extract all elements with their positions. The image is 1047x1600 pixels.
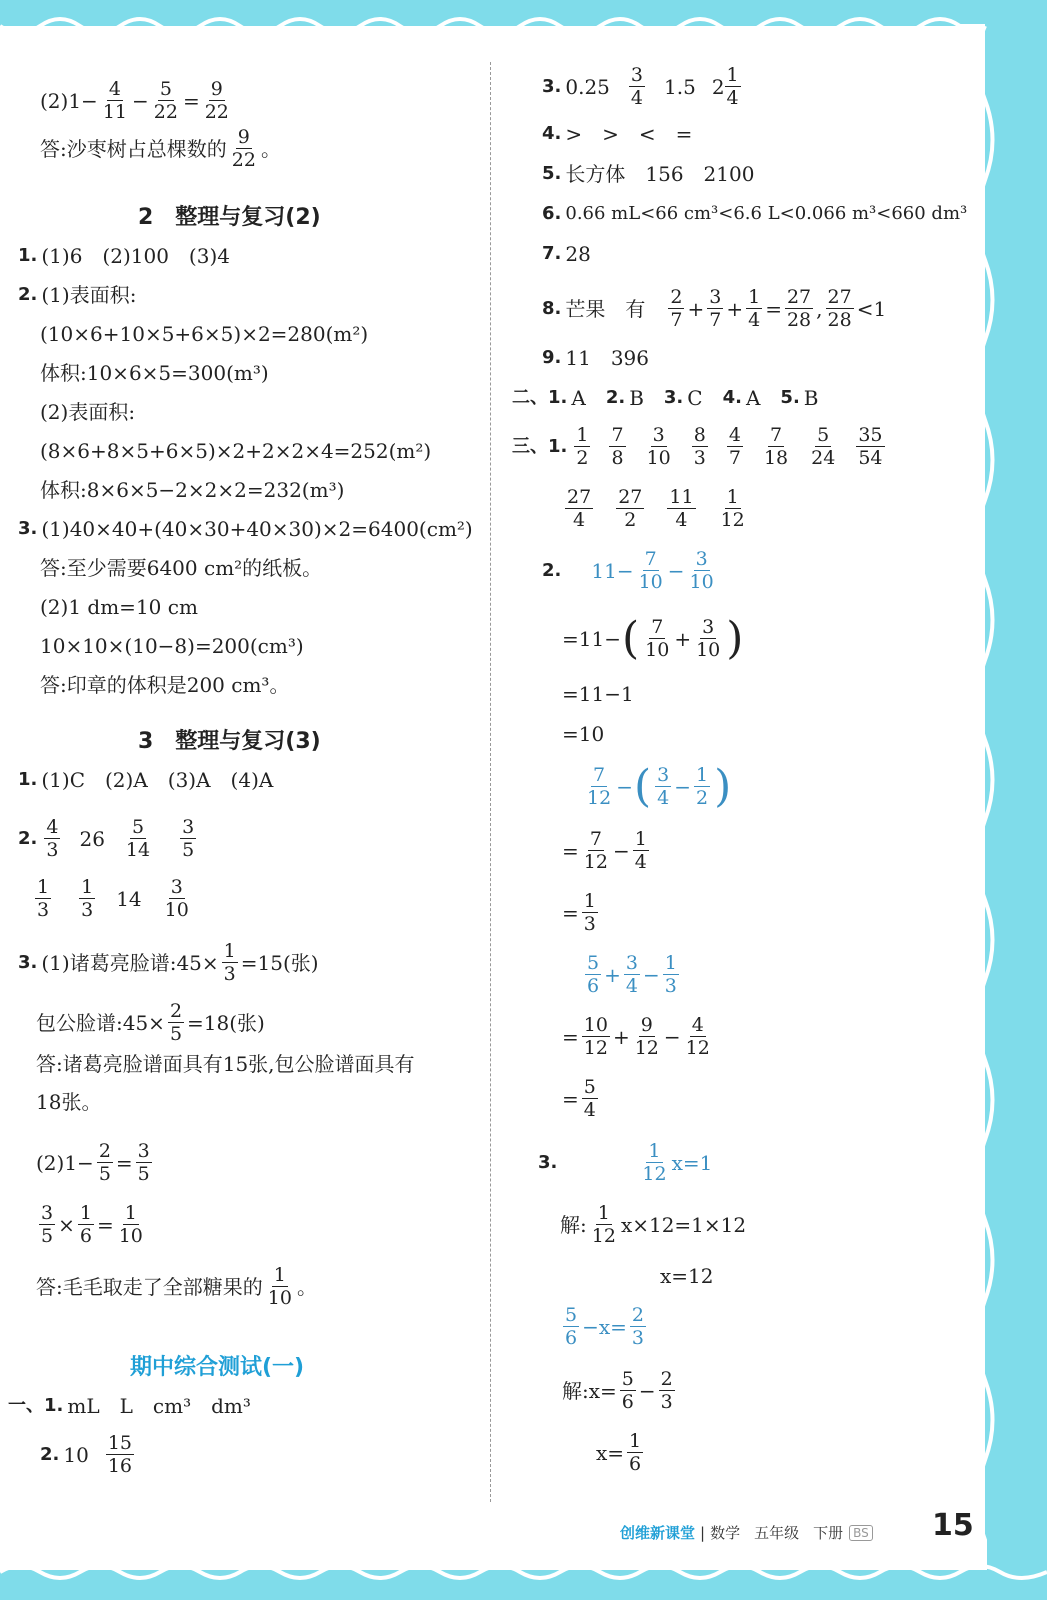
page-number: 15 [932, 1508, 974, 1543]
left-line-14: 答:印章的体积是200 cm³。 [40, 673, 290, 697]
left-line-25: 一、1. mL L cm³ dm³ [8, 1394, 251, 1418]
right-line-17: = $\frac{1}{3}$ [562, 890, 596, 935]
right-line-23: x=12 [660, 1264, 714, 1288]
right-line-9: 三、1. $\frac{1}{2}$ $\frac{7}{8}$ $\frac{3}{10}$ $\frac{8}{3}$ $\frac{4}{7}$ $\frac{7}{18}$ $\frac{5}{24}$ $\frac{35}{54}$ [512, 424, 883, 469]
left-line-24: 答:毛毛取走了全部糖果的 $\frac{1}{10}$ 。 [36, 1264, 317, 1309]
left-line-7: (2)表面积: [40, 400, 136, 424]
footer-grade: 五年级 [754, 1524, 800, 1542]
left-line-16: 2. $\frac{4}{3}$ 26 $\frac{5}{14}$ $\frac{3}{5}$ [18, 816, 195, 861]
left-line-3: 1. (1)6 (2)100 (3)4 [18, 244, 230, 268]
left-line-22: (2)1− $\frac{2}{5}$ = $\frac{3}{5}$ [36, 1140, 150, 1185]
right-line-13: =11−1 [562, 682, 634, 706]
right-line-7: 9. 11 396 [542, 346, 649, 370]
right-line-24: $\frac{5}{6}$ −x= $\frac{2}{3}$ [565, 1304, 644, 1349]
left-line-17: $\frac{1}{3}$ $\frac{1}{3}$ 14 $\frac{3}{10}$ [37, 876, 189, 921]
right-line-21: 3. $\frac{1}{12}$ x=1 [538, 1140, 713, 1185]
right-line-14: =10 [562, 722, 605, 746]
left-line-10: 3. (1)40×40+(40×30+40×30)×2=6400(cm²) [18, 517, 473, 541]
left-line-2: 答:沙枣树占总棵数的 $\frac{9}{22}$ 。 [40, 126, 281, 171]
left-line-13: 10×10×(10−8)=200(cm³) [40, 634, 304, 658]
left-line-8: (8×6+8×5+6×5)×2+2×2×4=252(m²) [40, 439, 432, 463]
left-line-18: 3. (1)诸葛亮脸谱:45× $\frac{1}{3}$ =15(张) [18, 940, 319, 985]
left-line-1: (2)1− $\frac{4}{11}$ − $\frac{5}{22}$ = $\frac{9}{22}$ [40, 78, 229, 123]
left-line-5: (10×6+10×5+6×5)×2=280(m²) [40, 322, 369, 346]
section-heading-2: 2 整理与复习(2) [138, 205, 321, 230]
right-line-4: 6. 0.66 mL<66 cm³<6.6 L<0.066 m³<660 dm³ [542, 203, 968, 224]
right-line-18: $\frac{5}{6}$ + $\frac{3}{4}$ − $\frac{1}{3}$ [587, 952, 677, 997]
left-line-6: 体积:10×6×5=300(m³) [40, 361, 269, 385]
column-divider [490, 62, 491, 1502]
right-line-5: 7. 28 [542, 242, 591, 266]
left-line-19: 包公脸谱:45× $\frac{2}{5}$ =18(张) [36, 1000, 265, 1045]
right-line-22: 解: $\frac{1}{12}$ x×12=1×12 [560, 1202, 747, 1247]
right-line-1: 3. 0.25 $\frac{3}{4}$ 1.5 2 $\frac{1}{4}$ [542, 64, 739, 109]
section-heading-midterm: 期中综合测试(一) [130, 1355, 305, 1380]
right-line-8: 二、1. A 2. B 3. C 4. A 5. B [512, 386, 819, 410]
right-line-26: x= $\frac{1}{6}$ [596, 1430, 642, 1475]
footer-edition: BS [849, 1525, 873, 1541]
left-line-12: (2)1 dm=10 cm [40, 595, 198, 619]
left-line-11: 答:至少需要6400 cm²的纸板。 [40, 556, 323, 580]
watermark: MXQE.COM [850, 1548, 976, 1572]
left-line-20: 答:诸葛亮脸谱面具有15张,包公脸谱面具有 [36, 1052, 415, 1076]
left-line-23: $\frac{3}{5}$ × $\frac{1}{6}$ = $\frac{1}{10}$ [41, 1202, 143, 1247]
section-heading-3: 3 整理与复习(3) [138, 729, 321, 754]
right-line-15: $\frac{7}{12}$ − ( $\frac{3}{4}$ − $\frac{1}{2}$ ) [587, 760, 732, 812]
page-footer: 创维新课堂 | 数学 五年级 下册 BS [620, 1522, 873, 1543]
left-line-15: 1. (1)C (2)A (3)A (4)A [18, 768, 274, 792]
footer-subject: 数学 [710, 1524, 741, 1542]
right-line-10: $\frac{27}{4}$ $\frac{27}{2}$ $\frac{11}{4}$ $\frac{1}{12}$ [567, 486, 745, 531]
right-line-20: = $\frac{5}{4}$ [562, 1076, 596, 1121]
right-line-11: 2. 11− $\frac{7}{10}$ − $\frac{3}{10}$ [542, 548, 714, 593]
left-line-21: 18张。 [36, 1090, 102, 1114]
right-line-12: =11− ( $\frac{7}{10}$ + $\frac{3}{10}$ ) [562, 612, 744, 664]
left-line-4: 2. (1)表面积: [18, 283, 137, 307]
left-line-26: 2. 10 $\frac{15}{16}$ [40, 1432, 133, 1477]
footer-brand: 创维新课堂 [620, 1524, 696, 1542]
right-line-25: 解:x= $\frac{5}{6}$ − $\frac{2}{3}$ [562, 1368, 673, 1413]
left-line-9: 体积:8×6×5−2×2×2=232(m³) [40, 478, 345, 502]
right-line-3: 5. 长方体 156 2100 [542, 162, 755, 186]
right-line-2: 4. > > < = [542, 122, 693, 146]
right-line-6: 8. 芒果 有 $\frac{2}{7}$ + $\frac{3}{7}$ + $\frac{1}{4}$ = $\frac{27}{28}$ , $\frac{27}{28}$ <1 [542, 286, 887, 331]
right-line-16: = $\frac{7}{12}$ − $\frac{1}{4}$ [562, 828, 647, 873]
right-line-19: = $\frac{10}{12}$ + $\frac{9}{12}$ − $\frac{4}{12}$ [562, 1014, 710, 1059]
footer-volume: 下册 [813, 1524, 844, 1542]
